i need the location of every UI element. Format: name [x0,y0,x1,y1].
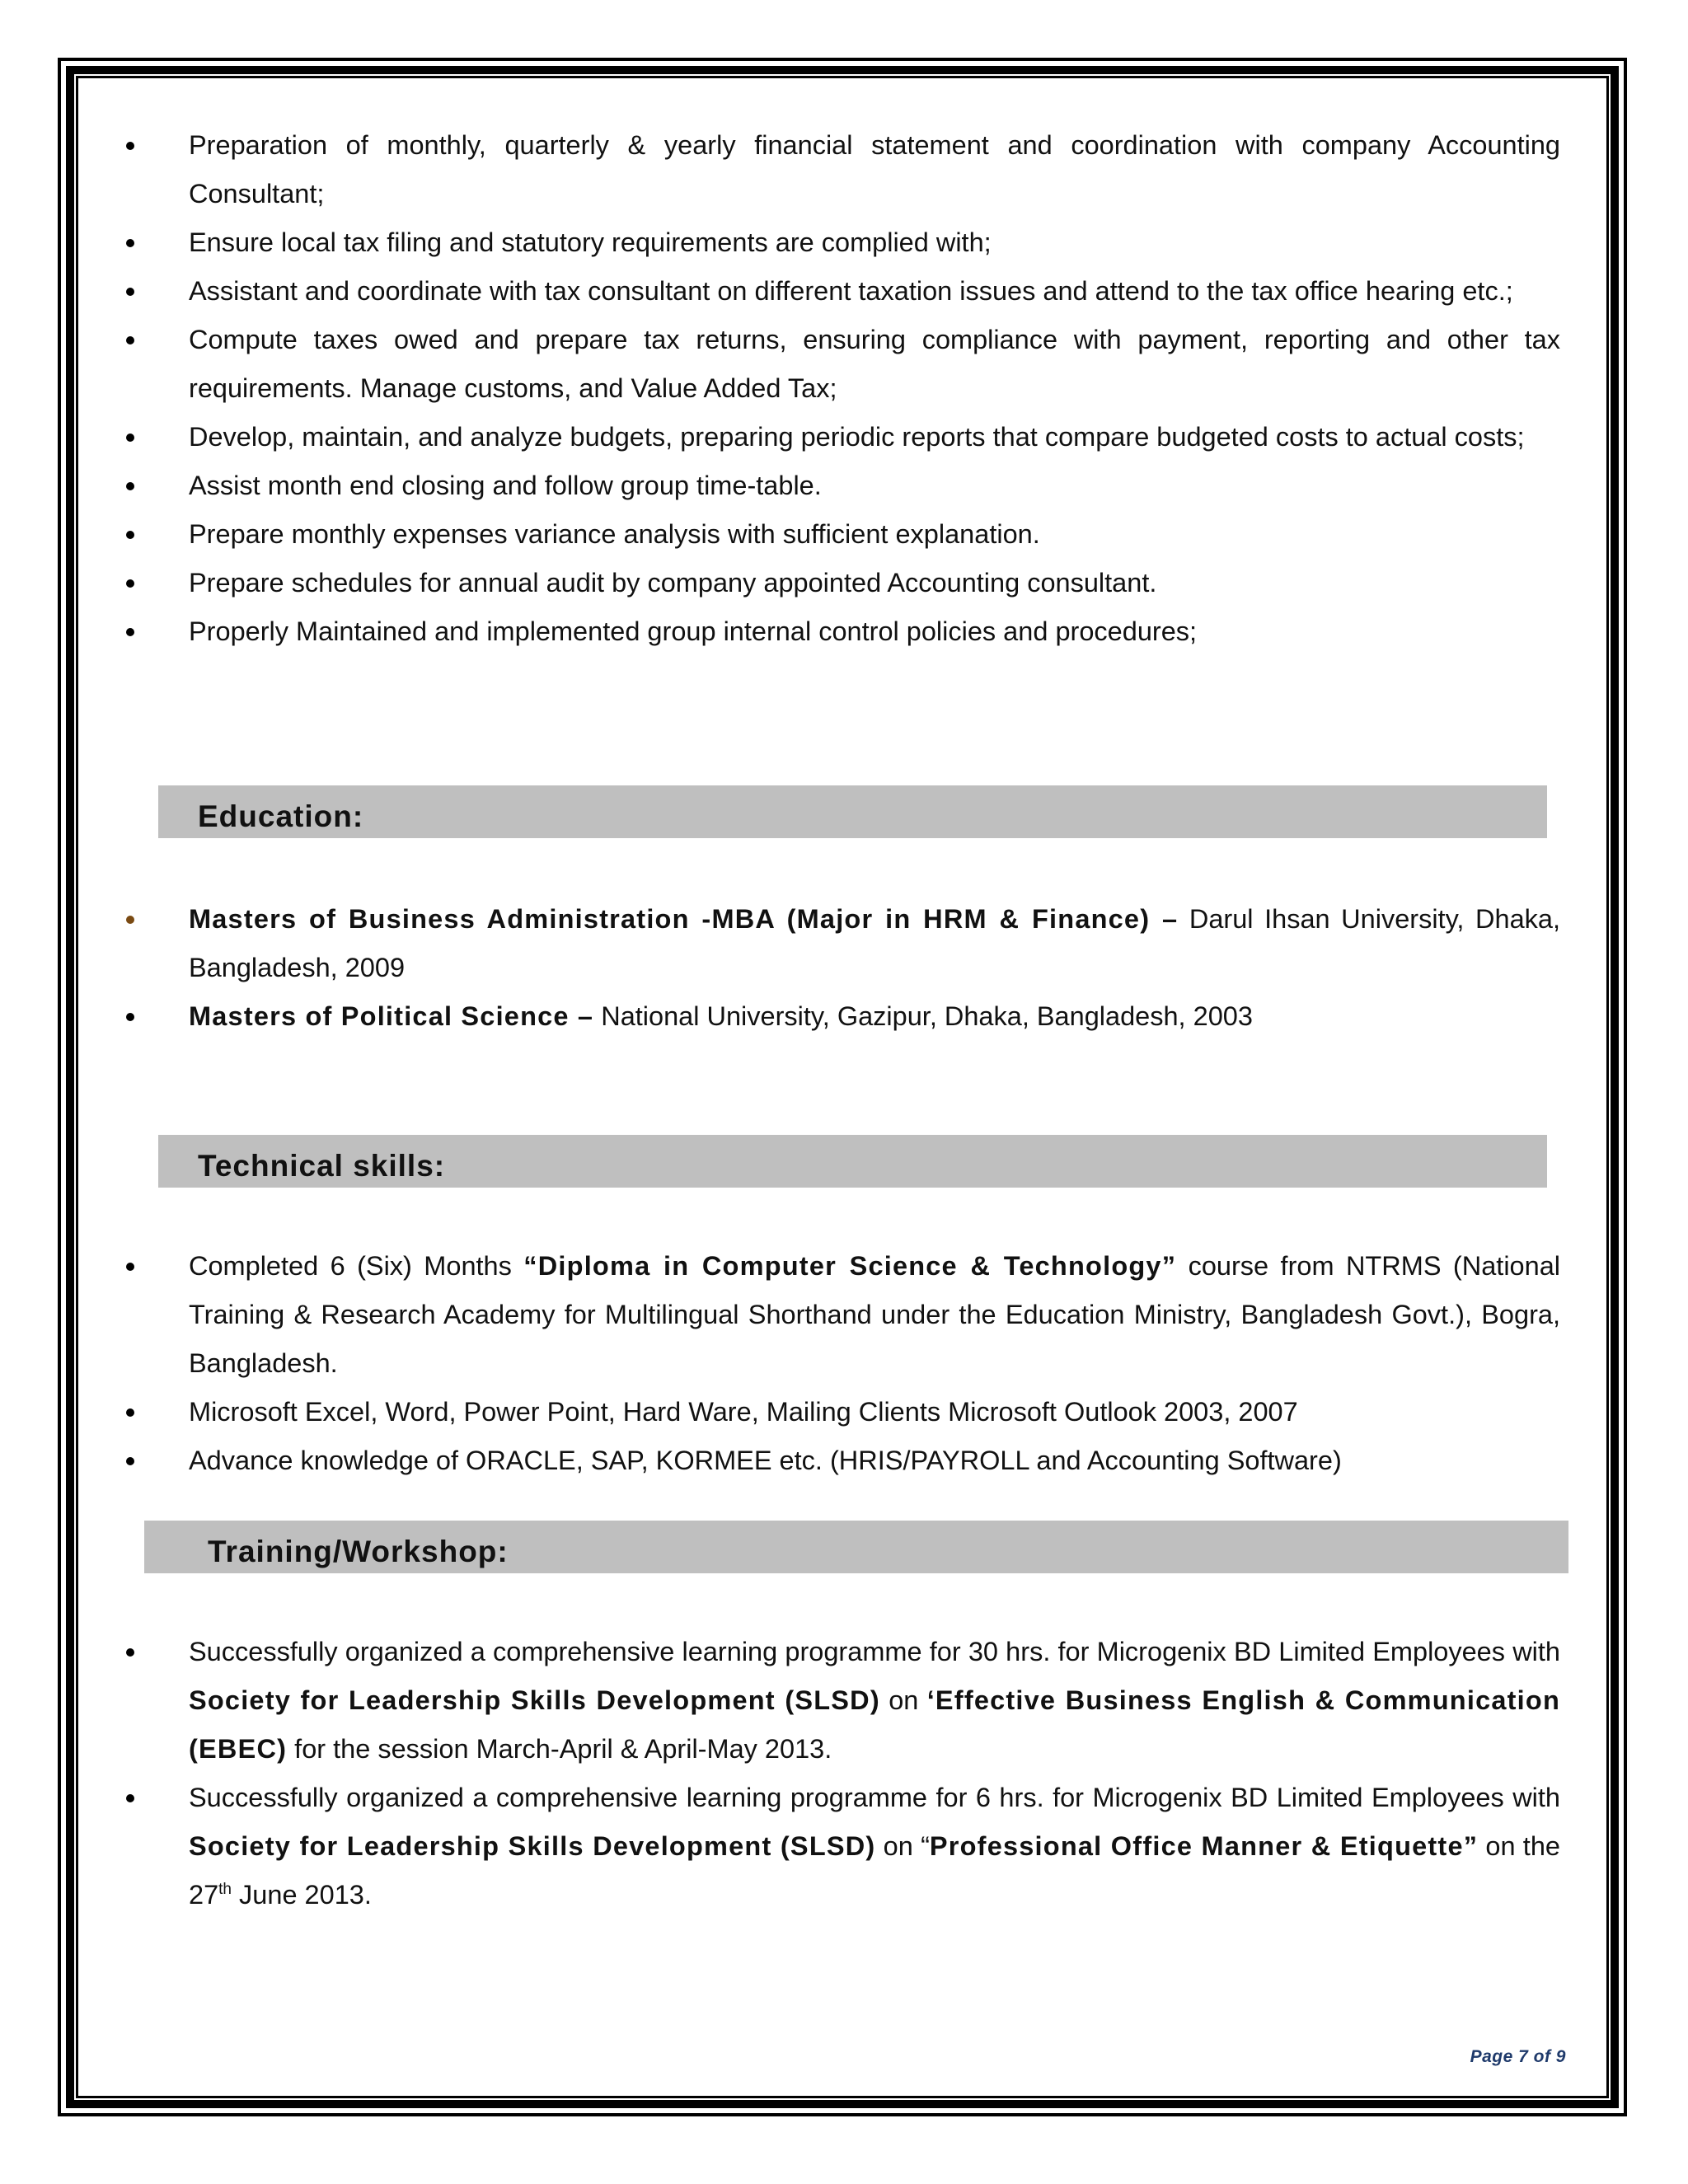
ordinal-suffix: th [218,1881,232,1899]
list-item: Preparation of monthly, quarterly & yearly financial statement and coordination with company Accounting Consultant; [189,121,1560,218]
degree-title: Masters of Political Science – [189,1001,594,1031]
list-item: Microsoft Excel, Word, Power Point, Hard Ware, Mailing Clients Microsoft Outlook 2003, 2007 [189,1388,1560,1436]
item-text: June 2013. [232,1880,372,1910]
training-list [189,1628,1560,1919]
list-item: Assist month end closing and follow group time-table. [189,462,1560,510]
list-item: Develop, maintain, and analyze budgets, preparing periodic reports that compare budgeted costs to actual costs; [189,413,1560,462]
list-item [189,992,1560,1041]
education-heading: Education: [198,799,364,833]
list-item [189,1774,1560,1919]
item-text: on [879,1685,927,1715]
technical-list [189,1242,1560,1485]
page-number: Page 7 of 9 [1470,2047,1566,2066]
list-item [189,895,1560,992]
item-text: course from NTRMS (National Training & Research Academy for Multilingual Shorthand under the Education Ministry, Bangladesh Govt.), Bogra, Bangladesh. [189,1251,1560,1378]
course-title: ‘Effective Business English & Communication (EBEC) [189,1685,1560,1764]
item-text: for the session March-April & April-May 2013. [287,1734,832,1764]
degree-detail: National University, Gazipur, Dhaka, Bangladesh, 2003 [593,1001,1253,1031]
education-header-bar [158,785,1547,838]
item-text: Completed 6 (Six) Months [189,1251,524,1281]
training-heading: Training/Workshop: [208,1535,509,1568]
list-item: Prepare monthly expenses variance analysis with sufficient explanation. [189,510,1560,559]
list-item: Assistant and coordinate with tax consultant on different taxation issues and attend to the tax office hearing etc.; [189,267,1560,316]
list-item: Prepare schedules for annual audit by company appointed Accounting consultant. [189,559,1560,607]
course-title: Professional Office Manner & Etiquette” [929,1831,1479,1861]
item-text: on “ [875,1831,930,1861]
item-text: Successfully organized a comprehensive learning programme for 30 hrs. for Microgenix BD Limited Employees with [189,1637,1560,1666]
list-item: Advance knowledge of ORACLE, SAP, KORMEE etc. (HRIS/PAYROLL and Accounting Software) [189,1436,1560,1485]
degree-detail: Darul Ihsan University, Dhaka, Bangladesh, 2009 [189,904,1561,982]
diploma-title: “Diploma in Computer Science & Technology” [523,1251,1177,1281]
education-list [189,895,1560,1041]
list-item [189,1242,1560,1388]
degree-title: Masters of Business Administration -MBA (Major in HRM & Finance) – [189,904,1179,934]
list-item: Ensure local tax filing and statutory requirements are complied with; [189,218,1560,267]
responsibilities-list [189,121,1560,656]
list-item: Properly Maintained and implemented group internal control policies and procedures; [189,607,1560,656]
technical-heading: Technical skills: [198,1149,446,1183]
list-item [189,1628,1560,1774]
list-item: Compute taxes owed and prepare tax returns, ensuring compliance with payment, reporting and other tax requirements. Manage customs, and Value Added Tax; [189,316,1560,413]
organization-name: Society for Leadership Skills Development (SLSD) [189,1685,880,1715]
organization-name: Society for Leadership Skills Development (SLSD) [189,1831,876,1861]
item-text: Successfully organized a comprehensive learning programme for 6 hrs. for Microgenix BD Limited Employees with [189,1783,1560,1812]
item-text: on the 27 [189,1831,1560,1910]
